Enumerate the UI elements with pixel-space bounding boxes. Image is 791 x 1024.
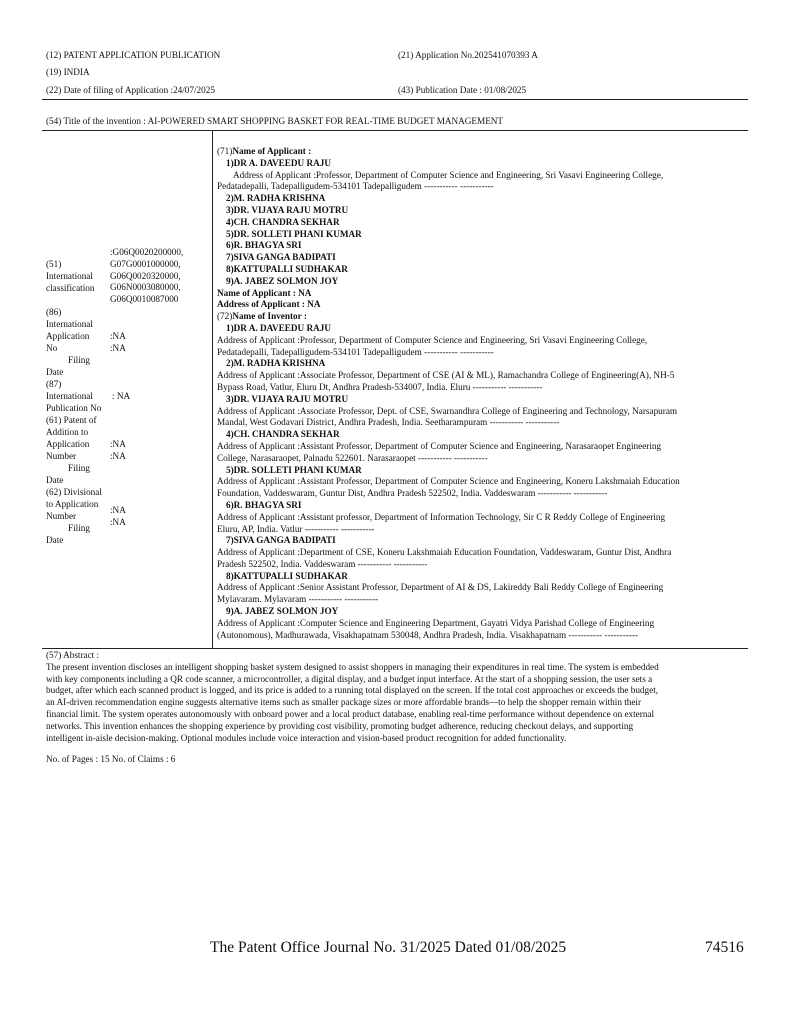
abstract-line: an AI-driven recommendation engine suggests alternative items such as smaller package sizes or more affordable brands—to help the shopper remain within their: [46, 697, 642, 708]
inventor-address: Bypass Road, Vatlur, Eluru Dt, Andhra Pradesh-534007, India. Eluru ----------- -----------: [217, 381, 543, 392]
inventor-address: Address of Applicant :Department of CSE, Koneru Lakshmaiah Education Foundation, Vaddeswaram, Guntur Dist, Andhra: [217, 547, 672, 558]
title-divider: [42, 130, 748, 131]
applicant-address: Address of Applicant :Professor, Department of Computer Science and Engineering, Sri Vasavi Engineering College,: [233, 169, 664, 180]
inventor-address: Address of Applicant :Assistant Professor, Department of Computer Science and Engineering, Narasaraopet Engineering: [217, 440, 662, 451]
field-label: Number: [46, 511, 77, 521]
applicants-heading: (71)Name of Applicant :: [217, 146, 312, 156]
field-label: Addition to: [46, 427, 89, 437]
inventor-address: Pedatadepalli, Tadepalligudem-534101 Tadepalligudem ----------- -----------: [217, 346, 494, 357]
inventor-address: Eluru, AP, India. Vatlur ----------- -----------: [217, 523, 375, 534]
applicant-name: 4)CH. CHANDRA SEKHAR: [226, 216, 340, 227]
field-value: :NA: [110, 505, 126, 515]
inventor-address: College, Narasaraopet, Palnadu 522601. Narasaraopet ----------- -----------: [217, 452, 488, 463]
field-label: Filing: [68, 463, 90, 473]
field-value: :NA: [110, 331, 126, 341]
abstract-section: [46, 650, 740, 744]
applicant-name: 7)SIVA GANGA BADIPATI: [226, 252, 336, 263]
inventors-heading: (72)Name of Inventor :: [217, 311, 307, 322]
pages-claims: No. of Pages : 15 No. of Claims : 6: [46, 754, 176, 764]
field-label: Filing: [68, 523, 90, 533]
field-label: International: [46, 391, 93, 401]
abstract-line: with key components including a QR code scanner, a microcontroller, a digital display, and a budget input interface. At the start of a shopping session, the user sets a: [46, 673, 653, 684]
inventor-name: 7)SIVA GANGA BADIPATI: [226, 535, 336, 546]
abstract-heading: (57) Abstract :: [46, 650, 100, 660]
field-label: Filing: [68, 355, 90, 365]
field-label: Publication No: [46, 403, 102, 413]
field-label: International: [46, 319, 93, 329]
class-code: :G06Q0020200000,: [110, 247, 184, 257]
inventor-address: Address of Applicant :Associate Professor, Department of CSE (AI & ML), Ramachandra College of Engineering(A), NH-5: [217, 370, 675, 381]
applicant-name: 5)DR. SOLLETI PHANI KUMAR: [226, 228, 362, 239]
field-value: : NA: [112, 391, 131, 401]
field-value: :NA: [110, 343, 126, 353]
field-label: (61) Patent of: [46, 415, 97, 425]
applicant-address-na: Address of Applicant : NA: [217, 299, 321, 310]
invention-title: (54) Title of the invention : AI-POWERED SMART SHOPPING BASKET FOR REAL-TIME BUDGET MANAGEMENT: [46, 116, 504, 126]
field-label: No: [46, 343, 58, 353]
inventor-address: Mylavaram. Mylavaram ----------- -----------: [217, 594, 379, 605]
inventor-name: 3)DR. VIJAYA RAJU MOTRU: [226, 393, 349, 404]
field-label: classification: [46, 283, 95, 293]
class-code: G06N0003080000,: [110, 282, 181, 293]
journal-footer: The Patent Office Journal No. 31/2025 Dated 01/08/2025: [210, 939, 567, 956]
field-value: :NA: [110, 517, 126, 527]
class-code: G06Q0010087000: [110, 294, 179, 305]
field-label: International: [46, 271, 93, 281]
abstract-line: networks. This invention enhances the shopping experience by providing cost visibility, promoting budget adherence, reducing checkout delays, and supporting: [46, 720, 634, 731]
field-label: (86): [46, 307, 62, 317]
abstract-line: The present invention discloses an intelligent shopping basket system designed to assist shoppers in managing their expenditures in real time. The system is embedded: [46, 661, 659, 672]
field-label: to Application: [46, 499, 99, 509]
inventor-address: Address of Applicant :Assistant Professor, Department of Computer Science and Engineering, Koneru Lakshmaiah Education: [217, 476, 680, 487]
filing-date: (22) Date of filing of Application :24/07/2025: [46, 85, 215, 95]
field-label: (87): [46, 379, 62, 389]
applicant-name: 9)A. JABEZ SOLMON JOY: [226, 275, 339, 286]
inventor-address: Pradesh 522502, India. Vaddeswaram ----------- -----------: [217, 558, 428, 569]
field-value: :NA: [110, 451, 126, 461]
column-divider: [212, 130, 213, 648]
class-code: G07G0001000000,: [110, 258, 181, 269]
field-label: Date: [46, 367, 64, 377]
inventor-address: (Autonomous), Madhurawada, Visakhapatnam 530048, Andhra Pradesh, India. Visakhapatnam ----------- -----------: [217, 629, 639, 640]
field-label: (51): [46, 259, 62, 269]
table-bottom-border: [42, 648, 748, 649]
applicant-name-na: Name of Applicant : NA: [217, 287, 312, 298]
inventor-name: 8)KATTUPALLI SUDHAKAR: [226, 570, 348, 581]
field-label: Date: [46, 535, 64, 545]
abstract-line: intelligent in-aisle decision-making. Optional modules include voice interaction and vision-based product recognition for added functionality.: [46, 732, 567, 743]
inventor-address: Foundation, Vaddeswaram, Guntur Dist, Andhra Pradesh 522502, India. Vaddeswaram ----------- -----------: [217, 488, 608, 499]
abstract-line: financial limit. The system operates autonomously with onboard power and a local product database, enabling real-time performance without dependence on external: [46, 708, 655, 719]
application-number: (21) Application No.202541070393 A: [398, 50, 538, 60]
field-label: Date: [46, 475, 64, 485]
country: (19) INDIA: [46, 67, 90, 77]
inventor-address: Address of Applicant :Senior Assistant Professor, Department of AI & DS, Lakireddy Bali Reddy College of Engineering: [217, 582, 664, 593]
applicant-name: 8)KATTUPALLI SUDHAKAR: [226, 263, 348, 274]
inventor-name: 4)CH. CHANDRA SEKHAR: [226, 429, 340, 440]
applicant-address: Pedatadepalli, Tadepalligudem-534101 Tadepalligudem ----------- -----------: [217, 181, 494, 192]
applicant-name: 2)M. RADHA KRISHNA: [226, 193, 326, 204]
abstract-line: budget, after which each scanned product is logged, and its price is added to a running total displayed on the screen. If the total cost approaches or exceeds the budget,: [46, 685, 659, 696]
inventor-name: 6)R. BHAGYA SRI: [226, 499, 302, 510]
field-label: Application: [46, 439, 90, 449]
page-number: 74516: [705, 939, 744, 956]
field-label: Number: [46, 451, 77, 461]
inventor-address: Address of Applicant :Associate Professor, Dept. of CSE, Swarnandhra College of Engineering and Technology, Narsapuram: [217, 405, 678, 416]
inventor-name: 2)M. RADHA KRISHNA: [226, 358, 326, 369]
inventor-name: 9)A. JABEZ SOLMON JOY: [226, 606, 339, 617]
inventor-address: Address of Applicant :Assistant professor, Department of Information Technology, Sir C R Reddy College of Engineering: [217, 511, 666, 522]
inventor-address: Mandal, West Godavari District, Andhra Pradesh, India. Seetharampuram ----------- -----------: [217, 417, 560, 428]
inventor-name: 5)DR. SOLLETI PHANI KUMAR: [226, 464, 362, 475]
inventor-address: Address of Applicant :Computer Science and Engineering Department, Gayatri Vidya Parishad College of Engineering: [217, 617, 655, 628]
field-label: (62) Divisional: [46, 487, 102, 497]
applicant-name: 6)R. BHAGYA SRI: [226, 240, 302, 251]
applicant-inventor-column: [217, 146, 747, 641]
field-value: :NA: [110, 439, 126, 449]
applicant-name: 1)DR A. DAVEEDU RAJU: [226, 157, 331, 168]
publication-date: (43) Publication Date : 01/08/2025: [398, 85, 527, 95]
class-code: G06Q0020320000,: [110, 270, 181, 281]
header-divider: [42, 99, 748, 100]
inventor-name: 1)DR A. DAVEEDU RAJU: [226, 322, 331, 333]
publication-type: (12) PATENT APPLICATION PUBLICATION: [46, 50, 221, 60]
field-label: Application: [46, 331, 90, 341]
applicant-name: 3)DR. VIJAYA RAJU MOTRU: [226, 204, 349, 215]
inventor-address: Address of Applicant :Professor, Department of Computer Science and Engineering, Sri Vasavi Engineering College,: [217, 334, 648, 345]
